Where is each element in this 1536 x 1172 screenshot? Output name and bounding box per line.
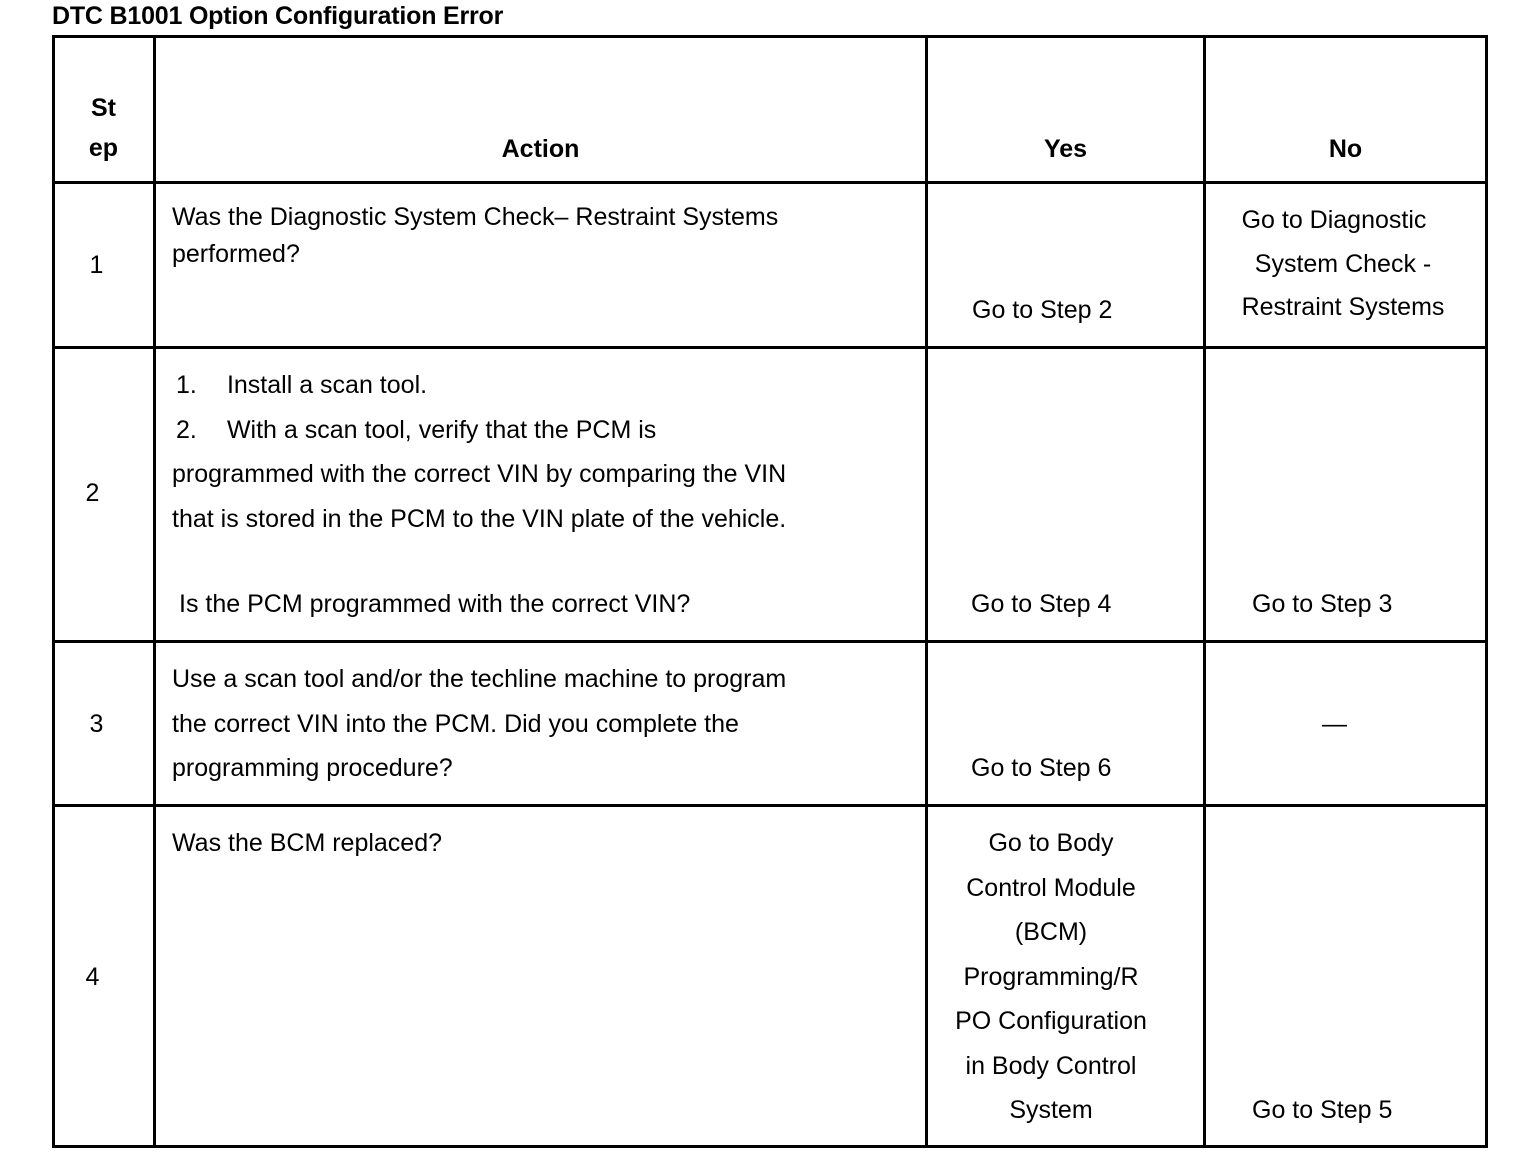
action-line: performed? xyxy=(172,240,300,268)
step-number: 1 xyxy=(89,251,104,279)
yes-line: System xyxy=(1009,1096,1093,1124)
table-rule xyxy=(52,640,1488,643)
action-line: the correct VIN into the PCM. Did you complete the xyxy=(172,709,739,738)
step-number: 2 xyxy=(85,479,100,507)
action-text: Was the BCM replaced? xyxy=(172,829,443,857)
header-step xyxy=(56,88,151,168)
action-text xyxy=(172,199,778,273)
no-result: Go to Step 3 xyxy=(1252,590,1393,618)
yes-line: Programming/R xyxy=(963,962,1139,991)
diagnostic-table xyxy=(52,35,1488,1148)
action-line: Use a scan tool and/or the techline machine to program xyxy=(172,665,787,693)
yes-line: (BCM) xyxy=(1014,918,1088,946)
yes-result: Go to Step 6 xyxy=(971,754,1112,782)
action-step-num: 2. xyxy=(176,415,197,444)
action-step-num: 1. xyxy=(176,371,197,399)
table-rule xyxy=(925,35,928,1148)
header-step-line: St xyxy=(91,94,116,122)
table-rule xyxy=(1485,35,1488,1148)
action-line: that is stored in the PCM to the VIN plate of the vehicle. xyxy=(172,504,787,533)
table-rule xyxy=(52,346,1488,349)
yes-line: PO Configuration xyxy=(955,1007,1147,1035)
table-rule xyxy=(52,1145,1488,1148)
table-rule xyxy=(1203,35,1206,1148)
action-step-item xyxy=(172,408,786,453)
action-step-item xyxy=(172,363,786,408)
table-rule xyxy=(153,35,156,1148)
action-step-text: Install a scan tool. xyxy=(226,371,428,399)
header-yes: Yes xyxy=(1043,135,1088,163)
yes-result: Go to Step 4 xyxy=(971,590,1112,618)
yes-line: Control Module xyxy=(966,873,1136,902)
header-action: Action xyxy=(501,135,580,163)
action-step-text: With a scan tool, verify that the PCM is xyxy=(226,415,657,444)
header-step-line: ep xyxy=(88,134,119,162)
action-line: programming procedure? xyxy=(172,754,453,782)
no-result: Go to Step 5 xyxy=(1252,1096,1393,1124)
yes-line: in Body Control xyxy=(965,1051,1137,1080)
page-title: DTC B1001 Option Configuration Error xyxy=(52,2,504,30)
no-line: Restraint Systems xyxy=(1241,293,1445,321)
yes-line: Go to Body xyxy=(988,829,1114,857)
no-line: System Check - xyxy=(1254,249,1432,278)
no-line: Go to Diagnostic xyxy=(1241,206,1427,234)
table-rule xyxy=(52,804,1488,807)
step-number: 3 xyxy=(89,710,104,738)
no-result xyxy=(1208,199,1478,330)
table-rule xyxy=(52,35,1488,38)
yes-result xyxy=(934,821,1168,1133)
action-text xyxy=(172,363,786,541)
step-number: 4 xyxy=(85,963,100,991)
table-rule xyxy=(52,181,1488,184)
header-no: No xyxy=(1328,135,1363,163)
table-rule xyxy=(52,35,55,1148)
no-result: — xyxy=(1322,710,1347,738)
action-question: Is the PCM programmed with the correct VIN? xyxy=(179,590,691,618)
yes-result: Go to Step 2 xyxy=(972,296,1113,324)
action-text xyxy=(172,657,786,791)
action-line: programmed with the correct VIN by comparing the VIN xyxy=(172,460,787,488)
action-line: Was the Diagnostic System Check– Restraint Systems xyxy=(172,203,779,231)
